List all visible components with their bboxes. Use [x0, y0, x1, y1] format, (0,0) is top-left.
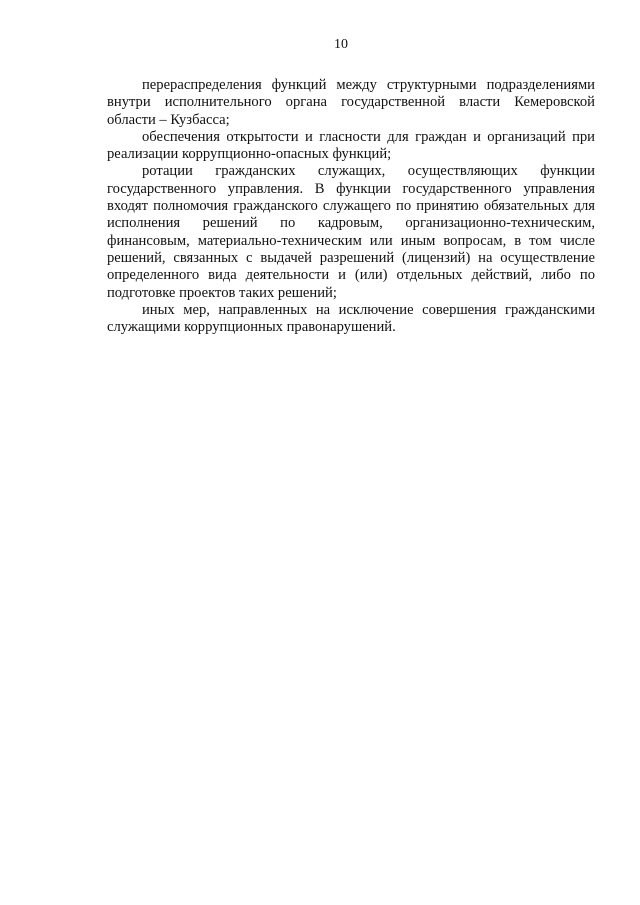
text-line: решений, связанных с выдачей разрешений (лицензий) на осуществление	[107, 249, 595, 266]
page-number: 10	[334, 37, 348, 52]
text-line: области – Кузбасса;	[107, 111, 230, 128]
paragraph	[107, 129, 595, 164]
text-line: обеспечения открытости и гласности для граждан и организаций при	[142, 128, 595, 145]
text-line: перераспределения функций между структурными подразделениями	[142, 77, 595, 93]
text-line: финансовым, материально-техническим или иным вопросам, в том числе	[107, 232, 595, 249]
text-line: внутри исполнительного органа государственной власти Кемеровской	[107, 94, 595, 111]
text-line: определенного вида деятельности и (или) отдельных действий, либо по	[107, 267, 595, 284]
text-line: исполнения решений по кадровым, организационно-техническим,	[107, 215, 595, 232]
text-line: входят полномочия гражданского служащего по принятию обязательных для	[107, 198, 595, 215]
document-body	[107, 77, 595, 336]
paragraph	[107, 302, 595, 337]
text-line: ротации гражданских служащих, осуществляющих функции	[142, 163, 595, 180]
text-line: подготовке проектов таких решений;	[107, 284, 337, 301]
text-line: государственного управления. В функции государственного управления	[107, 180, 595, 197]
text-line: иных мер, направленных на исключение совершения гражданскими	[142, 301, 595, 318]
text-line: реализации коррупционно-опасных функций;	[107, 146, 392, 163]
text-line: служащими коррупционных правонарушений.	[107, 319, 396, 336]
paragraph	[107, 163, 595, 301]
paragraph	[107, 77, 595, 129]
